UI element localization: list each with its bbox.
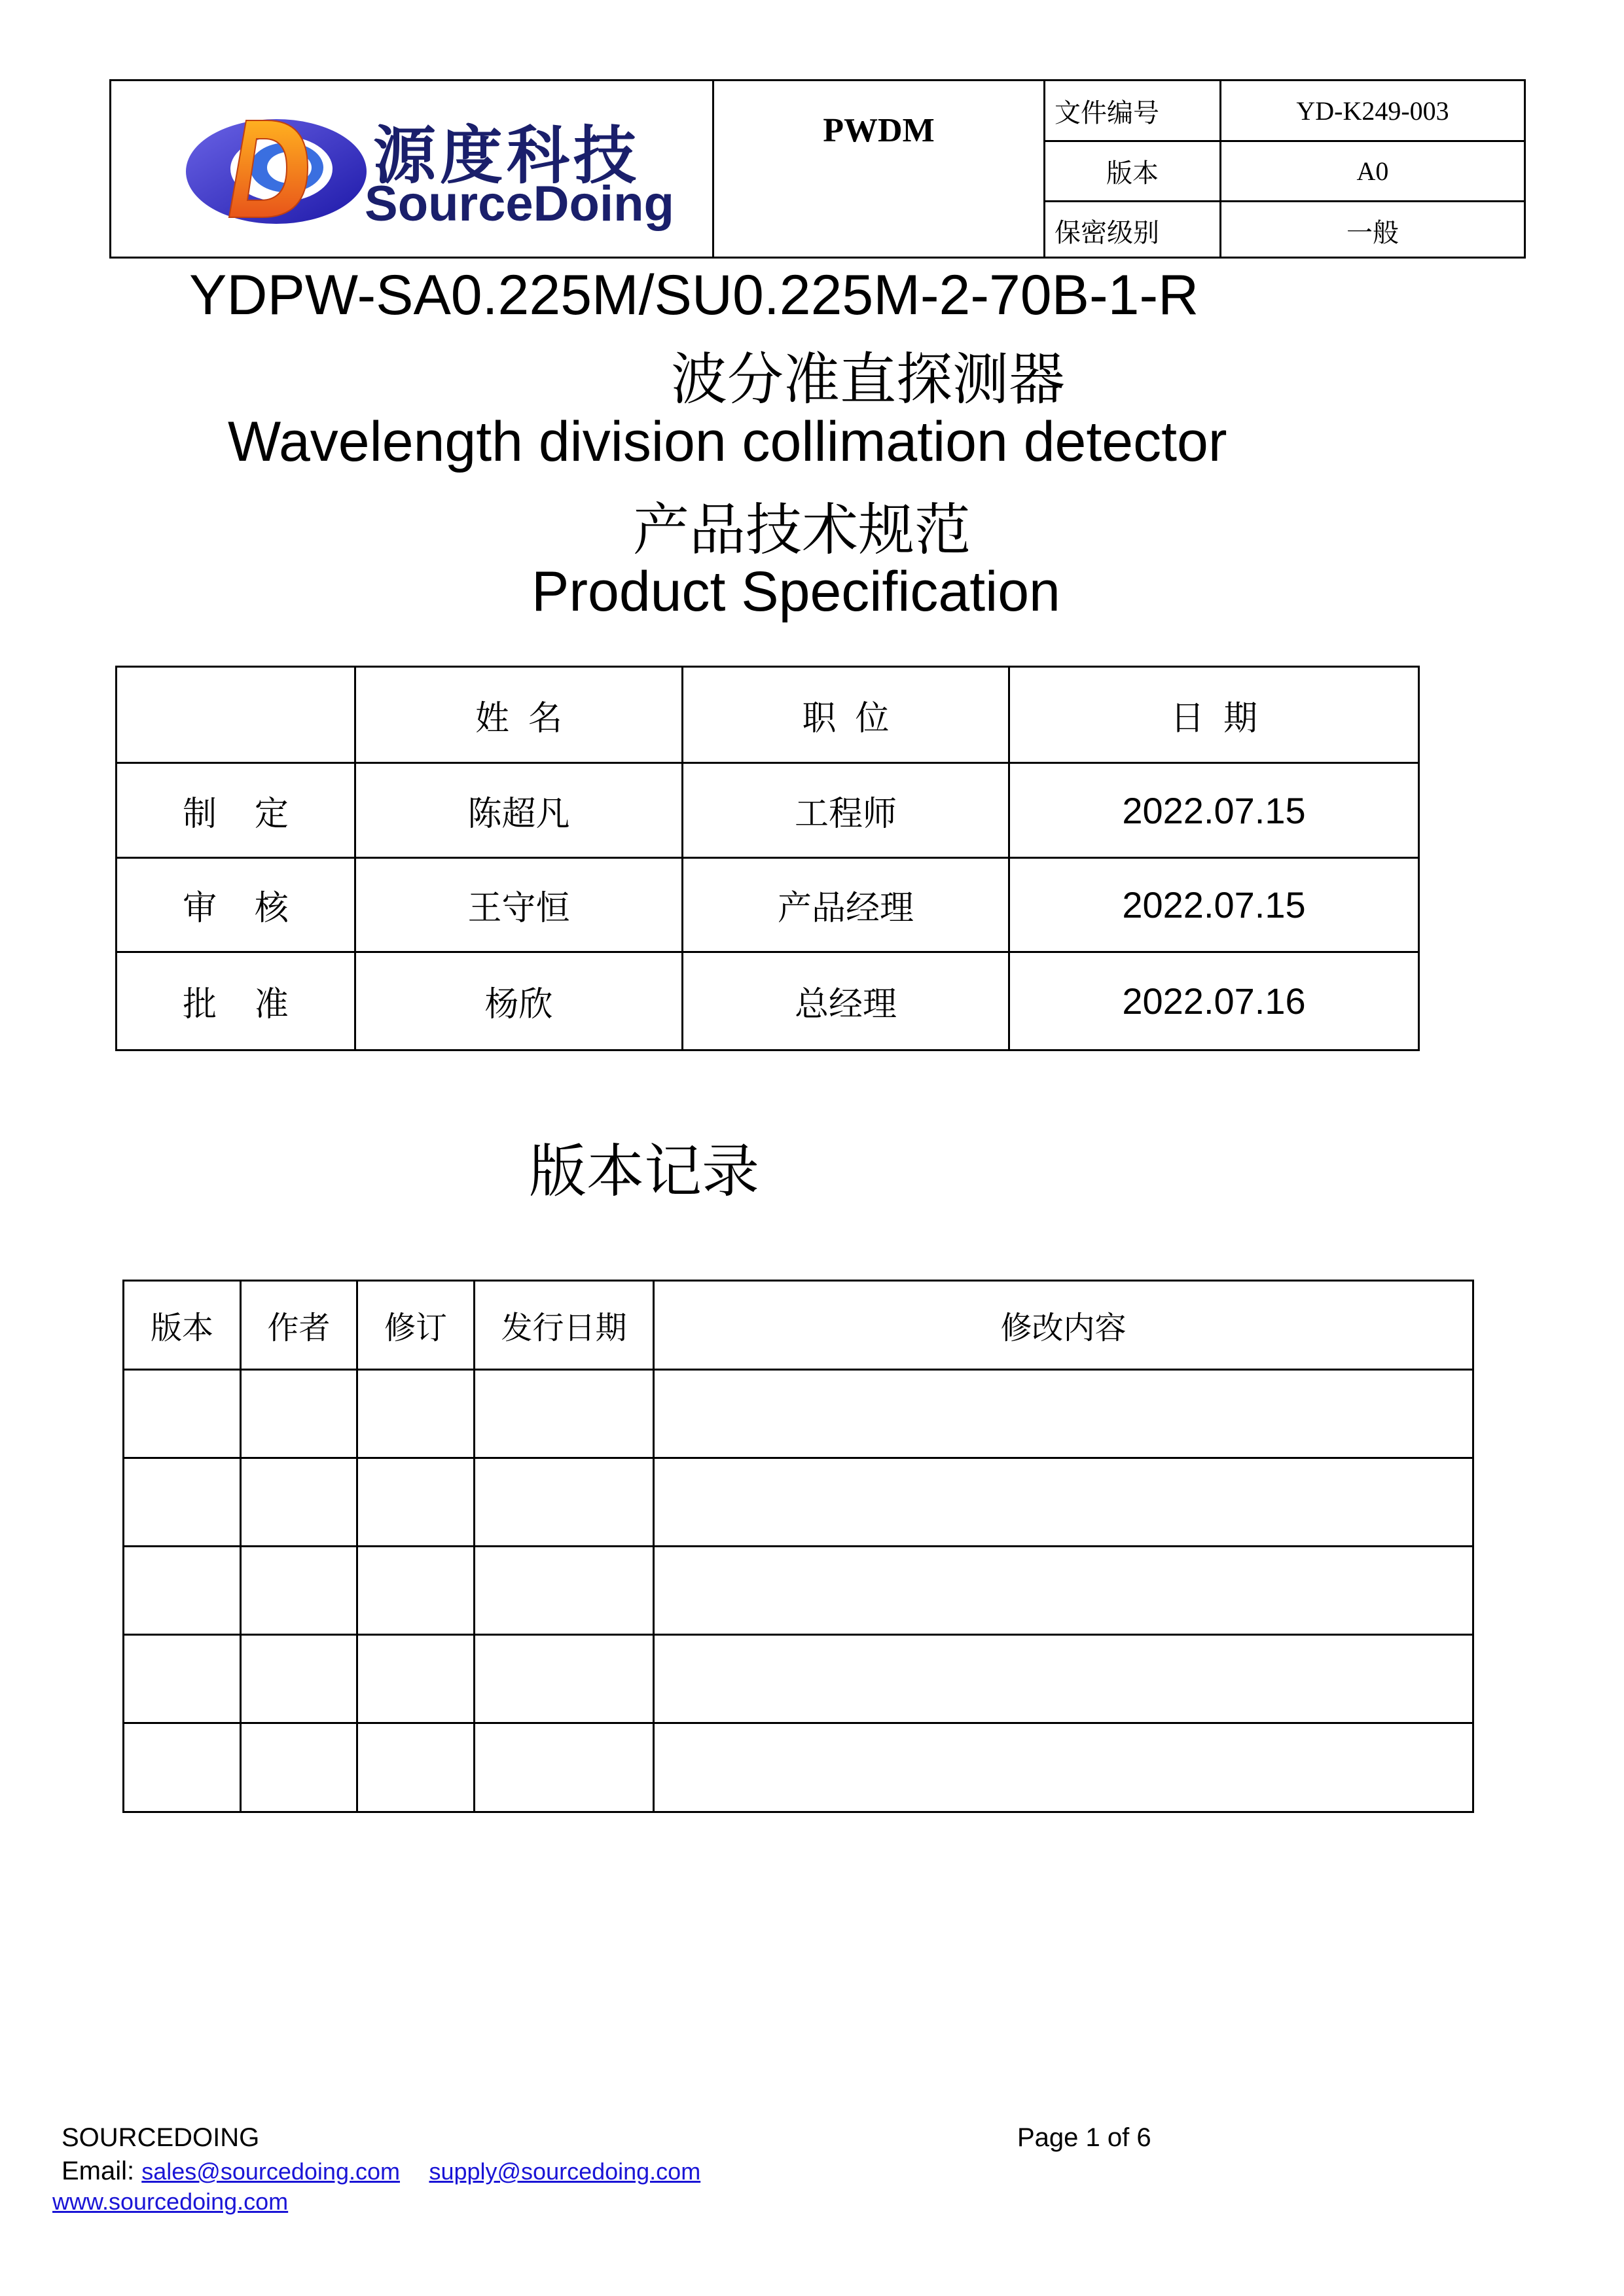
row-label-prepared: 制 定 — [183, 795, 289, 833]
header-label-doc-number: 文件编号 — [1055, 98, 1159, 128]
reviewed-by-name: 王守恒 — [467, 889, 570, 927]
spec-title-en: Product Specification — [532, 560, 1060, 623]
footer-website-link[interactable]: www.sourcedoing.com — [52, 2188, 289, 2215]
row-label-approved: 批 准 — [183, 986, 289, 1024]
header-value-confidentiality: 一般 — [1346, 218, 1399, 247]
header-product-code: PWDM — [823, 111, 935, 149]
version-record-title: 版本记录 — [529, 1141, 760, 1204]
footer-email-line — [62, 2157, 700, 2186]
approved-by-name: 杨欣 — [484, 986, 553, 1024]
sourcedoing-logo-icon — [183, 102, 373, 240]
column-header-release-date: 发行日期 — [501, 1311, 627, 1346]
column-header-date: 日 期 — [1170, 699, 1257, 738]
footer-company: SOURCEDOING — [62, 2123, 260, 2152]
prepared-date: 2022.07.15 — [1122, 789, 1306, 831]
footer-email-label: Email: — [62, 2157, 142, 2185]
header-label-version: 版本 — [1106, 159, 1159, 188]
reviewed-date: 2022.07.15 — [1122, 884, 1306, 925]
header-label-confidentiality: 保密级别 — [1055, 218, 1159, 247]
column-header-version: 版本 — [150, 1311, 213, 1346]
column-header-author: 作者 — [267, 1311, 331, 1346]
footer-email-supply-link[interactable]: supply@sourcedoing.com — [429, 2158, 701, 2185]
column-header-change-content: 修改内容 — [1000, 1311, 1127, 1346]
footer-page-number: Page 1 of 6 — [1017, 2123, 1151, 2152]
prepared-by-position: 工程师 — [794, 795, 897, 833]
document-header-table — [109, 79, 1526, 259]
column-header-position: 职 位 — [802, 699, 890, 738]
approved-date: 2022.07.16 — [1122, 980, 1306, 1022]
product-model-title: YDPW-SA0.225M/SU0.225M-2-70B-1-R — [189, 264, 1199, 327]
version-record-table — [122, 1280, 1474, 1813]
row-label-reviewed: 审 核 — [183, 889, 289, 927]
header-value-version: A0 — [1356, 156, 1389, 186]
footer-website-line — [52, 2188, 288, 2215]
column-header-revision: 修订 — [384, 1311, 447, 1346]
prepared-by-name: 陈超凡 — [467, 795, 570, 833]
footer-email-sales-link[interactable]: sales@sourcedoing.com — [141, 2158, 400, 2185]
logo-chinese-name: 源度科技 — [373, 119, 640, 192]
approved-by-position: 总经理 — [794, 986, 897, 1024]
product-name-cn: 波分准直探测器 — [671, 348, 1065, 411]
header-value-doc-number: YD-K249-003 — [1296, 96, 1449, 126]
logo-english-name: SourceDoing — [365, 176, 674, 232]
spec-title-cn: 产品技术规范 — [633, 499, 971, 562]
reviewed-by-position: 产品经理 — [777, 889, 914, 927]
product-name-en: Wavelength division collimation detector — [228, 410, 1227, 473]
approval-table — [115, 666, 1420, 1051]
column-header-name: 姓 名 — [475, 699, 562, 738]
company-logo — [183, 102, 674, 240]
